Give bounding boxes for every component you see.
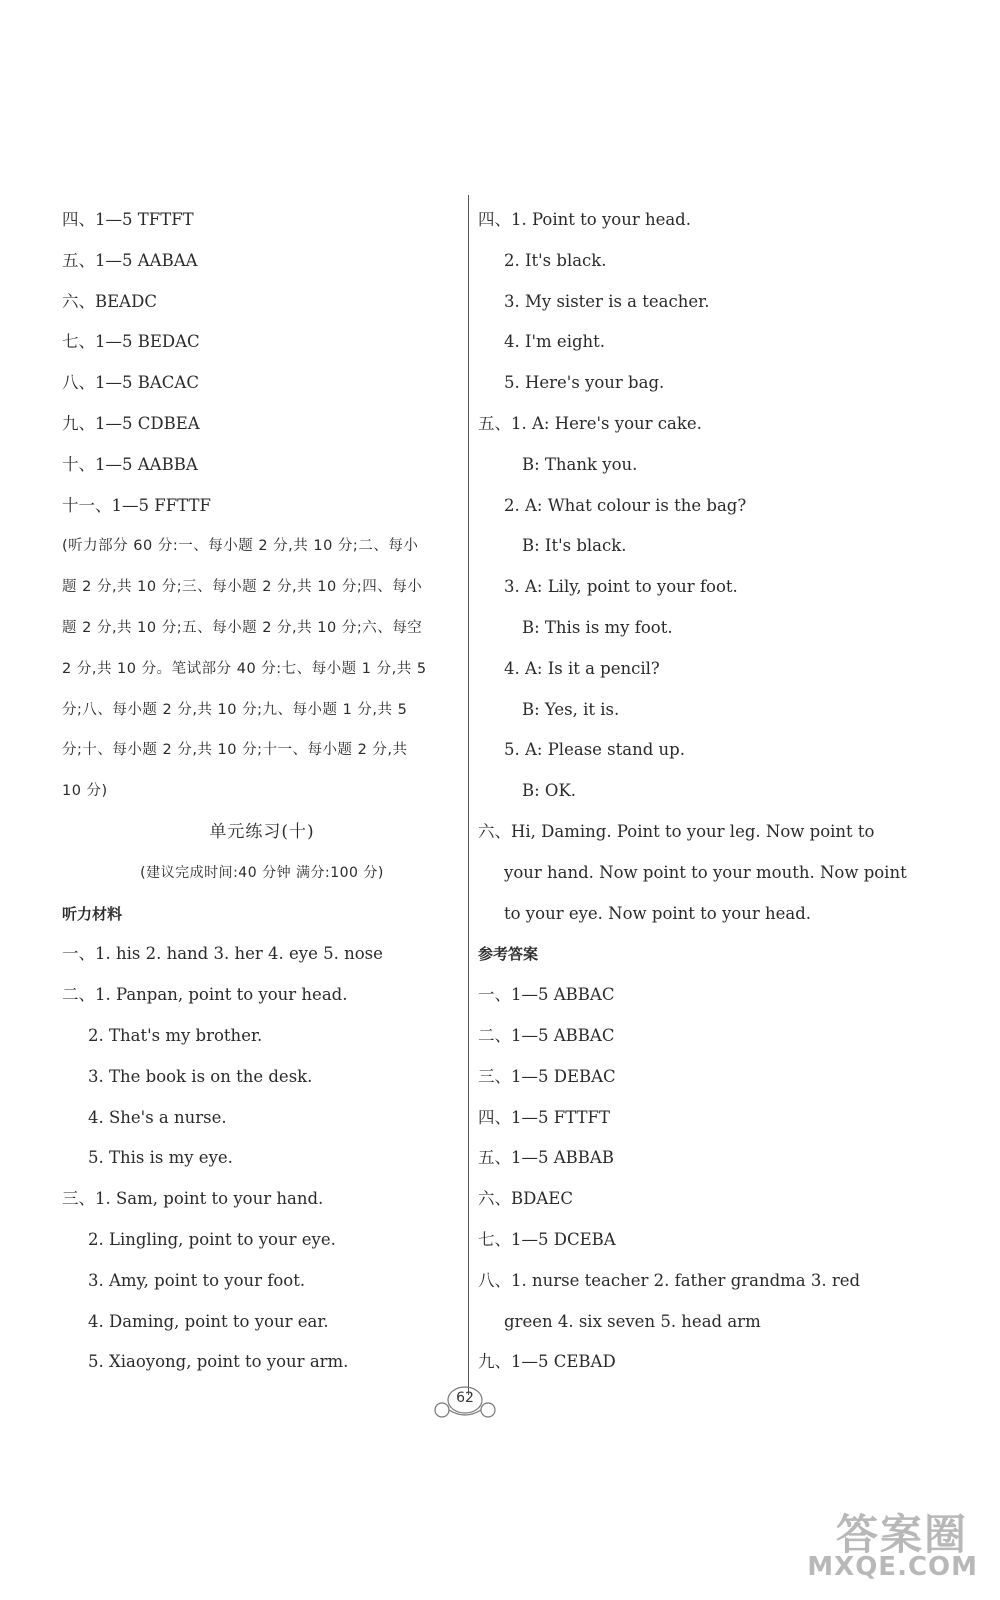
- page-number: [430, 1382, 500, 1422]
- dialogue-question: 3. A: Lily, point to your foot.: [504, 577, 738, 597]
- watermark-url: MXQE.COM: [807, 1552, 978, 1582]
- answer-line: 七、1—5 DCEBA: [478, 1229, 616, 1249]
- note-line: 分;八、每小题 2 分,共 10 分;九、每小题 1 分,共 5: [62, 701, 408, 718]
- dialogue-answer: B: Thank you.: [522, 454, 638, 474]
- page-number-text: 62: [456, 1390, 474, 1406]
- listening-line: 4. I'm eight.: [504, 332, 606, 352]
- listening-line: 4. She's a nurse.: [88, 1107, 227, 1127]
- answers-header: 参考答案: [478, 945, 539, 964]
- passage-line: to your eye. Now point to your head.: [504, 903, 812, 923]
- listening-line: 4. Daming, point to your ear.: [88, 1311, 329, 1331]
- listening-line: 5. This is my eye.: [88, 1148, 233, 1168]
- dialogue-answer: B: This is my foot.: [522, 617, 673, 637]
- answer-line: 五、1—5 ABBAB: [478, 1148, 614, 1168]
- answer-line: 三、1—5 DEBAC: [478, 1066, 616, 1086]
- answer-line: 二、1—5 ABBAC: [478, 1025, 615, 1045]
- listening-line: 5. Here's your bag.: [504, 373, 665, 393]
- right-column: [478, 200, 907, 1383]
- listening-line: 3. The book is on the desk.: [88, 1066, 313, 1086]
- passage-line: your hand. Now point to your mouth. Now point: [504, 862, 907, 882]
- listening-line: 2. Lingling, point to your eye.: [88, 1229, 336, 1249]
- answer-line: 六、BDAEC: [478, 1189, 573, 1209]
- unit-title: 单元练习(十): [209, 821, 315, 842]
- note-line: 10 分): [62, 783, 108, 800]
- answer-line: 八、1. nurse teacher 2. father grandma 3. red: [478, 1270, 861, 1290]
- answer-line: 十一、1—5 FFTTF: [62, 495, 211, 515]
- note-line: 分;十、每小题 2 分,共 10 分;十一、每小题 2 分,共: [62, 742, 408, 759]
- note-line: 题 2 分,共 10 分;五、每小题 2 分,共 10 分;六、每空: [62, 619, 423, 636]
- dialogue-question: 4. A: Is it a pencil?: [504, 658, 660, 678]
- answer-line: green 4. six seven 5. head arm: [504, 1311, 761, 1331]
- answer-line: 十、1—5 AABBA: [62, 454, 198, 474]
- answer-line: 四、1—5 TFTFT: [62, 210, 194, 229]
- dialogue-question: 五、1. A: Here's your cake.: [478, 413, 702, 433]
- listening-header: 听力材料: [62, 904, 123, 923]
- left-column: [62, 200, 462, 1383]
- listening-line: 2. It's black.: [504, 250, 607, 270]
- listening-line: 3. My sister is a teacher.: [504, 291, 710, 311]
- note-line: 题 2 分,共 10 分;三、每小题 2 分,共 10 分;四、每小: [62, 579, 423, 596]
- answer-line: 九、1—5 CEBAD: [478, 1352, 616, 1372]
- dialogue-question: 5. A: Please stand up.: [504, 740, 685, 760]
- dialogue-answer: B: It's black.: [522, 536, 627, 556]
- answer-line: 九、1—5 CDBEA: [62, 413, 200, 433]
- listening-line: 一、1. his 2. hand 3. her 4. eye 5. nose: [62, 944, 383, 964]
- dialogue-answer: B: Yes, it is.: [522, 699, 620, 719]
- dialogue-question: 2. A: What colour is the bag?: [504, 495, 747, 515]
- watermark: [808, 1502, 988, 1592]
- listening-line: 2. That's my brother.: [88, 1025, 263, 1045]
- answer-line: 六、BEADC: [62, 291, 157, 311]
- dialogue-answer: B: OK.: [522, 781, 577, 801]
- note-line: (听力部分 60 分:一、每小题 2 分,共 10 分;二、每小: [62, 538, 419, 555]
- answer-line: 七、1—5 BEDAC: [62, 332, 200, 352]
- note-line: 2 分,共 10 分。笔试部分 40 分:七、每小题 1 分,共 5: [62, 660, 427, 677]
- answer-line: 四、1—5 FTTFT: [478, 1107, 610, 1127]
- answer-line: 八、1—5 BACAC: [62, 373, 199, 393]
- listening-line: 三、1. Sam, point to your hand.: [62, 1189, 324, 1209]
- listening-line: 3. Amy, point to your foot.: [88, 1270, 306, 1290]
- answer-line: 一、1—5 ABBAC: [478, 985, 615, 1005]
- listening-line: 5. Xiaoyong, point to your arm.: [88, 1352, 349, 1372]
- answer-line: 五、1—5 AABAA: [62, 250, 198, 270]
- unit-subtitle: (建议完成时间:40 分钟 满分:100 分): [140, 864, 384, 881]
- listening-line: 四、1. Point to your head.: [478, 210, 691, 229]
- listening-line: 二、1. Panpan, point to your head.: [62, 985, 348, 1005]
- passage-line: 六、Hi, Daming. Point to your leg. Now point to: [478, 821, 875, 841]
- column-divider: [468, 195, 469, 1395]
- watermark-text: 答案圈: [835, 1510, 968, 1559]
- scoring-note: [62, 526, 462, 812]
